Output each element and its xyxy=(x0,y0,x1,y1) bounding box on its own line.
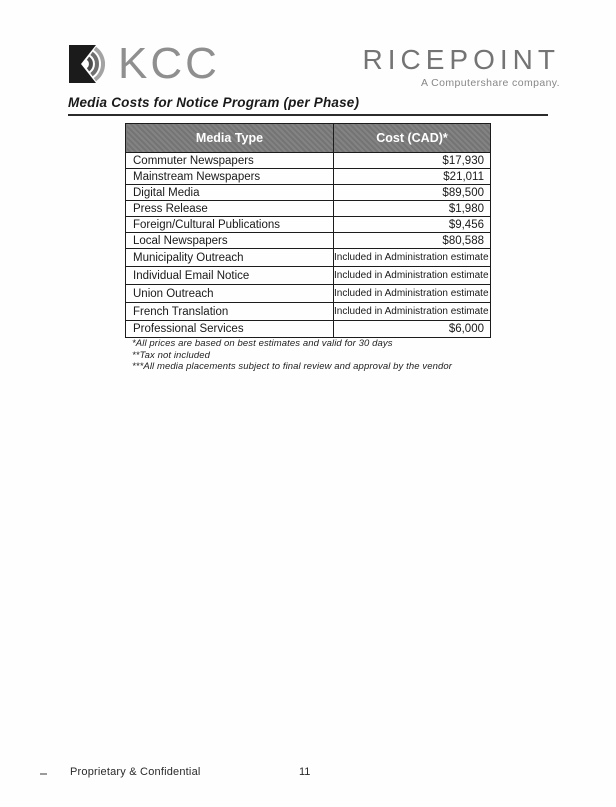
table-row xyxy=(126,321,491,338)
media-type-cell: Commuter Newspapers xyxy=(126,153,334,169)
kcc-logo-icon xyxy=(68,44,112,84)
section-heading: Media Costs for Notice Program (per Phase) xyxy=(68,95,360,110)
footnote-placements: ***All media placements subject to final review and approval by the vendor xyxy=(132,361,453,372)
media-type-cell: Mainstream Newspapers xyxy=(126,169,334,185)
table-row xyxy=(126,233,491,249)
table-row xyxy=(126,217,491,233)
media-type-cell: Press Release xyxy=(126,201,334,217)
footnote-tax: **Tax not included xyxy=(132,349,211,361)
cost-cell: $1,980 xyxy=(334,201,491,217)
ricepoint-logo xyxy=(363,46,560,89)
media-type-cell: Digital Media xyxy=(126,185,334,201)
cost-cell: Included in Administration estimate xyxy=(334,267,491,285)
media-type-cell: Professional Services xyxy=(126,321,334,338)
media-type-cell: Union Outreach xyxy=(126,285,334,303)
cost-cell: Included in Administration estimate xyxy=(334,303,491,321)
table-row xyxy=(126,201,491,217)
footnotes xyxy=(132,338,452,373)
table-row xyxy=(126,249,491,267)
cost-cell: $89,500 xyxy=(334,185,491,201)
media-type-cell: French Translation xyxy=(126,303,334,321)
table-header-row xyxy=(126,124,491,153)
cost-cell: $6,000 xyxy=(334,321,491,338)
cost-cell: $80,588 xyxy=(334,233,491,249)
kcc-logo-text: KCC xyxy=(118,39,220,88)
cost-cell: Included in Administration estimate xyxy=(334,249,491,267)
cost-cell: $17,930 xyxy=(334,153,491,169)
footer-page-number: 11 xyxy=(299,766,311,778)
scan-artifact-mark xyxy=(40,773,47,775)
footnote-prices: *All prices are based on best estimates and valid for 30 days xyxy=(132,338,393,349)
ricepoint-logo-text: RICEPOINT xyxy=(362,44,560,75)
table-row xyxy=(126,153,491,169)
cost-cell: Included in Administration estimate xyxy=(334,285,491,303)
column-header-media-type: Media Type xyxy=(126,124,334,153)
table-body xyxy=(126,153,491,338)
kcc-logo xyxy=(68,39,220,88)
table-row xyxy=(126,169,491,185)
media-type-cell: Municipality Outreach xyxy=(126,249,334,267)
media-type-cell: Foreign/Cultural Publications xyxy=(126,217,334,233)
ricepoint-tagline: A Computershare company. xyxy=(421,77,560,89)
media-type-cell: Local Newspapers xyxy=(126,233,334,249)
cost-cell: $21,011 xyxy=(334,169,491,185)
table-row xyxy=(126,267,491,285)
table-row xyxy=(126,285,491,303)
media-type-cell: Individual Email Notice xyxy=(126,267,334,285)
media-costs-table xyxy=(125,123,491,338)
cost-cell: $9,456 xyxy=(334,217,491,233)
table-row xyxy=(126,303,491,321)
section-heading-rule xyxy=(68,94,548,116)
column-header-cost: Cost (CAD)* xyxy=(334,124,491,153)
table-row xyxy=(126,185,491,201)
footer-confidential-label: Proprietary & Confidential xyxy=(70,766,201,778)
